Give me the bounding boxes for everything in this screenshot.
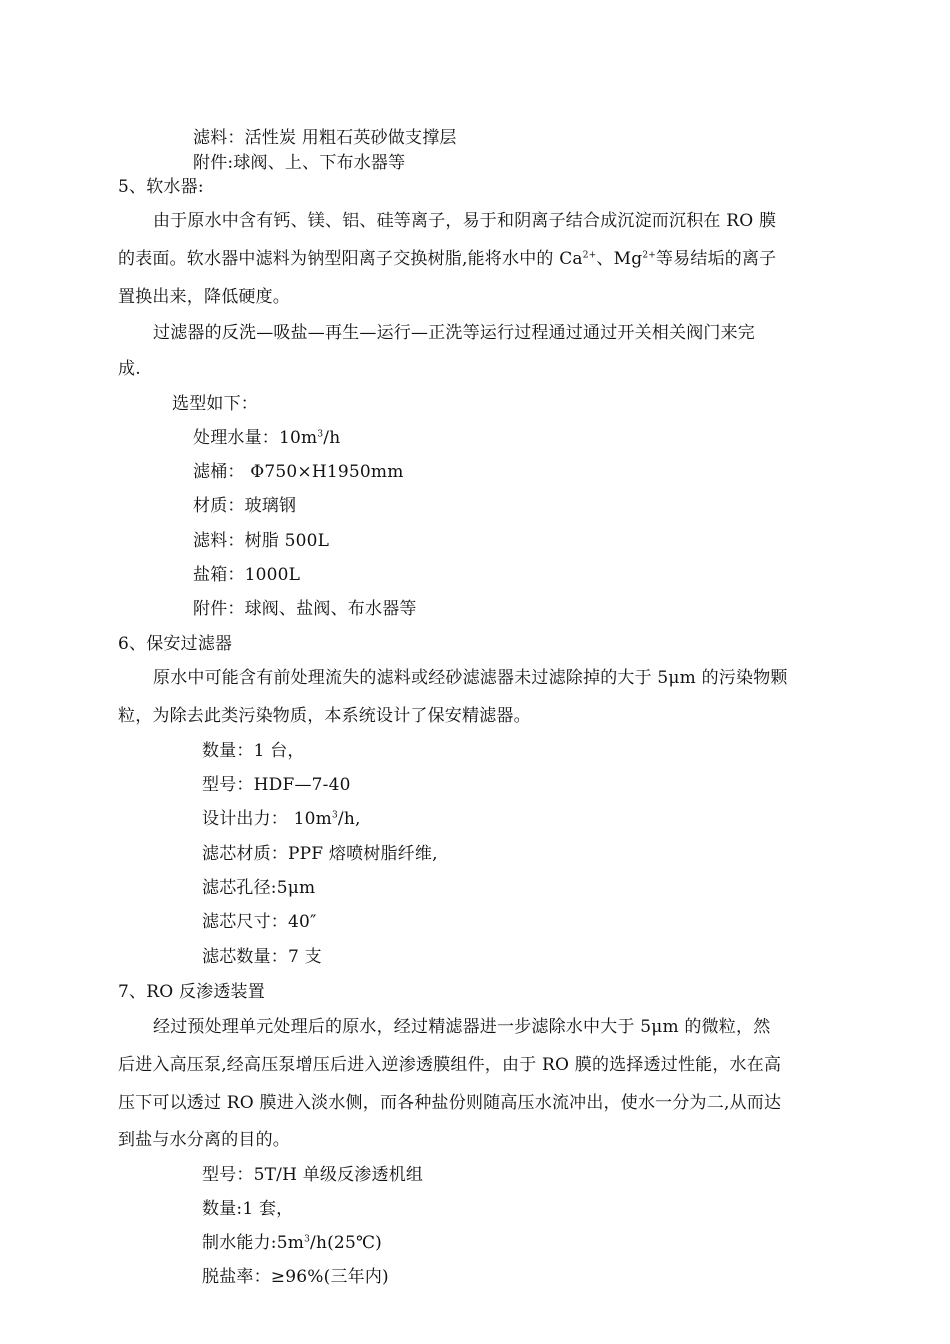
superscript: 2+	[642, 250, 656, 261]
text-span: 等易结垢的离子	[655, 249, 777, 269]
section-heading-5: 5、软水器:	[118, 177, 204, 197]
text-line: 过滤器的反洗—吸盐—再生—运行—正洗等运行过程通过通过开关相关阀门来完	[153, 323, 755, 343]
text-line: 由于原水中含有钙、镁、铝、硅等离子，易于和阴离子结合成沉淀而沉积在 RO 膜	[153, 211, 777, 231]
text-line: 粒，为除去此类污染物质，本系统设计了保安精滤器。	[118, 706, 531, 726]
spec-line: 数量：1 台，	[202, 741, 305, 761]
spec-line: 材质：玻璃钢	[193, 496, 297, 516]
spec-line: 型号：5T/H 单级反渗透机组	[202, 1165, 424, 1185]
spec-line: 滤料：树脂 500L	[193, 531, 330, 551]
text-line	[118, 248, 776, 270]
spec-line: 滤芯材质：PPF 熔喷树脂纤维,	[202, 844, 438, 864]
spec-line	[202, 808, 361, 830]
text-span: /h,	[337, 809, 361, 829]
spec-line	[193, 427, 340, 449]
spec-line: 滤芯尺寸：40″	[202, 912, 317, 932]
spec-line: 滤芯数量：7 支	[202, 947, 322, 967]
section-heading-7: 7、RO 反渗透装置	[118, 982, 265, 1002]
text-span: 的表面。软水器中滤料为钠型阳离子交换树脂,能将水中的 Ca	[118, 249, 583, 269]
text-line: 后进入高压泵,经高压泵增压后进入逆渗透膜组件，由于 RO 膜的选择透过性能，水在高	[118, 1055, 782, 1075]
text-line: 成.	[118, 359, 141, 379]
spec-line: 盐箱：1000L	[193, 565, 301, 585]
spec-line: 附件：球阀、盐阀、布水器等	[193, 599, 417, 619]
text-span: 、Mg	[596, 249, 643, 269]
text-line: 置换出来，降低硬度。	[118, 287, 290, 307]
text-line: 到盐与水分离的目的。	[118, 1130, 290, 1150]
text-line: 压下可以透过 RO 膜进入淡水侧，而各种盐份则随高压水流冲出，使水一分为二,从而达	[118, 1093, 782, 1113]
text-span: /h(25℃)	[310, 1233, 383, 1253]
text-span: /h	[323, 428, 341, 448]
superscript: 3	[317, 429, 324, 440]
superscript: 2+	[582, 250, 597, 261]
spec-line: 脱盐率：≥96%(三年内)	[202, 1267, 389, 1287]
spec-line: 数量:1 套，	[202, 1199, 294, 1219]
superscript: 3	[331, 810, 338, 821]
text-line: 附件:球阀、上、下布水器等	[193, 153, 406, 173]
superscript: 3	[304, 1234, 311, 1245]
text-line: 选型如下：	[172, 394, 258, 414]
text-span: 设计出力： 10m	[202, 809, 332, 829]
text-line: 原水中可能含有前处理流失的滤料或经砂滤滤器未过滤除掉的大于 5μm 的污染物颗	[153, 668, 788, 688]
text-span: 制水能力:5m	[202, 1233, 305, 1253]
text-line: 经过预处理单元处理后的原水，经过精滤器进一步滤除水中大于 5μm 的微粒，然	[153, 1017, 771, 1037]
spec-line: 型号：HDF—7-40	[202, 775, 351, 795]
spec-line	[202, 1232, 382, 1254]
text-line: 滤料：活性炭 用粗石英砂做支撑层	[193, 128, 457, 148]
section-heading-6: 6、保安过滤器	[118, 634, 233, 654]
spec-line: 滤桶： Φ750×H1950mm	[193, 462, 404, 482]
spec-line: 滤芯孔径:5μm	[202, 878, 316, 898]
text-span: 处理水量：10m	[193, 428, 318, 448]
